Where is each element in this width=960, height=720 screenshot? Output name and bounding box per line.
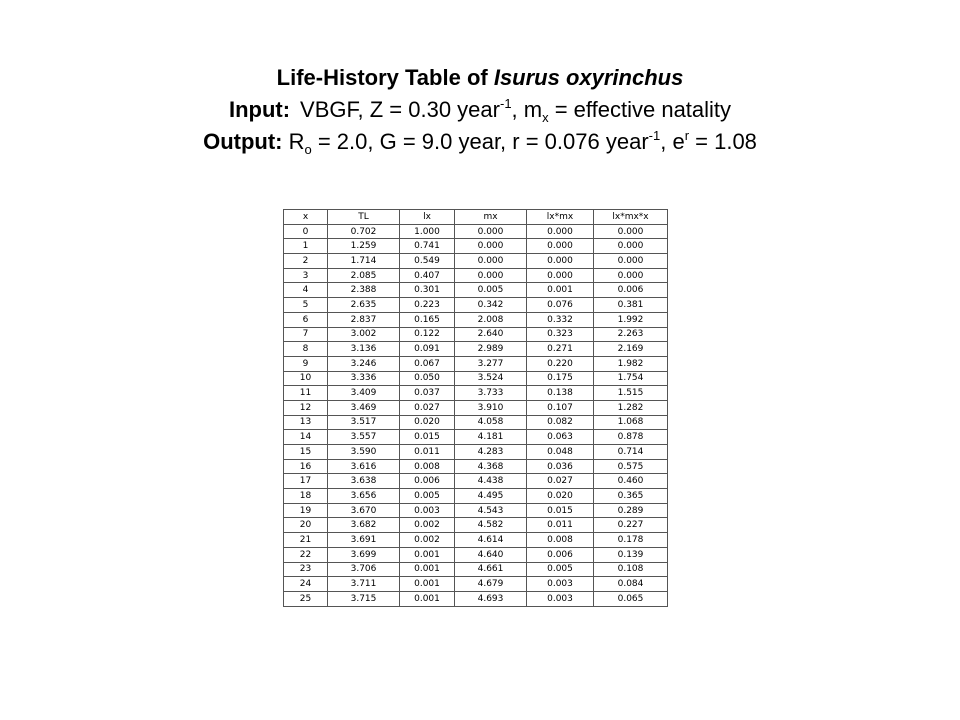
table-cell: 0.005 <box>400 489 455 504</box>
table-cell: 3.524 <box>455 371 527 386</box>
table-cell: 0.050 <box>400 371 455 386</box>
table-cell: 15 <box>284 445 328 460</box>
table-cell: 3.469 <box>328 400 400 415</box>
table-cell: 4.495 <box>455 489 527 504</box>
output-sup-b: -1 <box>648 128 661 143</box>
column-header: x <box>284 210 328 225</box>
table-cell: 2.388 <box>328 283 400 298</box>
table-cell: 0.381 <box>594 298 668 313</box>
table-cell: 0.000 <box>455 224 527 239</box>
table-row <box>284 415 668 430</box>
table-cell: 0.332 <box>527 312 594 327</box>
table-cell: 0.289 <box>594 503 668 518</box>
table-cell: 0.702 <box>328 224 400 239</box>
table-cell: 6 <box>284 312 328 327</box>
table-cell: 4.614 <box>455 533 527 548</box>
title-line-input <box>0 94 960 126</box>
table-cell: 5 <box>284 298 328 313</box>
table-cell: 4.582 <box>455 518 527 533</box>
table-cell: 3.733 <box>455 386 527 401</box>
table-cell: 0.003 <box>527 577 594 592</box>
table-cell: 0.015 <box>400 430 455 445</box>
table-cell: 0.878 <box>594 430 668 445</box>
table-cell: 0.000 <box>527 224 594 239</box>
output-text-a: R <box>282 129 305 154</box>
table-cell: 0.000 <box>527 254 594 269</box>
species-name: Isurus oxyrinchus <box>493 65 684 90</box>
table-cell: 4.368 <box>455 459 527 474</box>
table-cell: 2.263 <box>594 327 668 342</box>
column-header: lx*mx <box>527 210 594 225</box>
title-prefix: Life-History Table of <box>276 65 494 90</box>
table-cell: 0.006 <box>527 547 594 562</box>
table-cell: 0.036 <box>527 459 594 474</box>
table-cell: 0.001 <box>527 283 594 298</box>
table-cell: 1.714 <box>328 254 400 269</box>
table-cell: 2.635 <box>328 298 400 313</box>
table-cell: 0.002 <box>400 533 455 548</box>
table-cell: 4.058 <box>455 415 527 430</box>
table-cell: 19 <box>284 503 328 518</box>
output-label: Output: <box>203 129 283 154</box>
table-row <box>284 298 668 313</box>
table-row <box>284 239 668 254</box>
table-cell: 1.754 <box>594 371 668 386</box>
title-line-output <box>0 126 960 158</box>
table-cell: 0.065 <box>594 591 668 606</box>
table-cell: 0.407 <box>400 268 455 283</box>
table-cell: 4.181 <box>455 430 527 445</box>
table-cell: 1.982 <box>594 356 668 371</box>
table-cell: 0.076 <box>527 298 594 313</box>
table-cell: 14 <box>284 430 328 445</box>
table-cell: 3.136 <box>328 342 400 357</box>
table-cell: 0.000 <box>527 268 594 283</box>
table-cell: 0.122 <box>400 327 455 342</box>
table-cell: 3.691 <box>328 533 400 548</box>
table-cell: 0.001 <box>400 591 455 606</box>
table-cell: 1.259 <box>328 239 400 254</box>
table-cell: 0.165 <box>400 312 455 327</box>
table-cell: 3.699 <box>328 547 400 562</box>
table-cell: 0.063 <box>527 430 594 445</box>
table-cell: 4.640 <box>455 547 527 562</box>
table-cell: 0.091 <box>400 342 455 357</box>
table-cell: 17 <box>284 474 328 489</box>
table-cell: 4.693 <box>455 591 527 606</box>
table-row <box>284 459 668 474</box>
table-cell: 4 <box>284 283 328 298</box>
table-cell: 3.910 <box>455 400 527 415</box>
output-sub-a: o <box>304 142 312 157</box>
table-cell: 0.011 <box>400 445 455 460</box>
table-cell: 9 <box>284 356 328 371</box>
table-row <box>284 356 668 371</box>
table-cell: 3.517 <box>328 415 400 430</box>
table-cell: 0.003 <box>400 503 455 518</box>
column-header: lx <box>400 210 455 225</box>
table-cell: 4.438 <box>455 474 527 489</box>
table-cell: 0.027 <box>527 474 594 489</box>
table-cell: 0.365 <box>594 489 668 504</box>
table-cell: 3.656 <box>328 489 400 504</box>
table-cell: 1.068 <box>594 415 668 430</box>
table-cell: 0.082 <box>527 415 594 430</box>
output-text-d: = 1.08 <box>689 129 757 154</box>
table-cell: 0.323 <box>527 327 594 342</box>
table-cell: 0.037 <box>400 386 455 401</box>
table-row <box>284 518 668 533</box>
table-cell: 4.661 <box>455 562 527 577</box>
table-row <box>284 445 668 460</box>
table-cell: 0.006 <box>400 474 455 489</box>
table-cell: 0.005 <box>455 283 527 298</box>
table-cell: 0.227 <box>594 518 668 533</box>
table-cell: 0.000 <box>594 224 668 239</box>
life-history-table <box>283 209 668 607</box>
table-cell: 18 <box>284 489 328 504</box>
table-row <box>284 489 668 504</box>
table-row <box>284 503 668 518</box>
table-cell: 1 <box>284 239 328 254</box>
table-cell: 3.638 <box>328 474 400 489</box>
table-cell: 0.741 <box>400 239 455 254</box>
title-line-1 <box>0 62 960 94</box>
output-text-c: , e <box>660 129 685 154</box>
table-cell: 0.000 <box>455 239 527 254</box>
table-cell: 3.715 <box>328 591 400 606</box>
table-cell: 0.001 <box>400 562 455 577</box>
table-cell: 24 <box>284 577 328 592</box>
table-cell: 3.409 <box>328 386 400 401</box>
table-cell: 3.557 <box>328 430 400 445</box>
table-cell: 0.027 <box>400 400 455 415</box>
input-text-a: VBGF, Z = 0.30 year <box>300 97 500 122</box>
table-cell: 3.246 <box>328 356 400 371</box>
table-cell: 0.006 <box>594 283 668 298</box>
table-cell: 3.711 <box>328 577 400 592</box>
table-cell: 0.048 <box>527 445 594 460</box>
table-cell: 0.008 <box>400 459 455 474</box>
table-cell: 0.178 <box>594 533 668 548</box>
table-cell: 10 <box>284 371 328 386</box>
input-label: Input: <box>228 97 291 122</box>
table-row <box>284 327 668 342</box>
table-row <box>284 591 668 606</box>
table-cell: 3.670 <box>328 503 400 518</box>
table-cell: 4.679 <box>455 577 527 592</box>
table-cell: 4.543 <box>455 503 527 518</box>
table-row <box>284 386 668 401</box>
table-cell: 2 <box>284 254 328 269</box>
input-text-c: = effective natality <box>548 97 732 122</box>
table-row <box>284 268 668 283</box>
table-cell: 2.169 <box>594 342 668 357</box>
table-cell: 3.002 <box>328 327 400 342</box>
table-cell: 0.107 <box>527 400 594 415</box>
table-row <box>284 577 668 592</box>
table-cell: 2.640 <box>455 327 527 342</box>
column-header: lx*mx*x <box>594 210 668 225</box>
table-cell: 20 <box>284 518 328 533</box>
table-cell: 8 <box>284 342 328 357</box>
table-cell: 0.000 <box>527 239 594 254</box>
table-cell: 0.020 <box>400 415 455 430</box>
output-sup-c: r <box>684 128 690 143</box>
table-row <box>284 547 668 562</box>
table-cell: 3.336 <box>328 371 400 386</box>
table-row <box>284 474 668 489</box>
table-cell: 21 <box>284 533 328 548</box>
table-row <box>284 283 668 298</box>
table-row <box>284 562 668 577</box>
table-row <box>284 371 668 386</box>
column-header: mx <box>455 210 527 225</box>
table-cell: 2.008 <box>455 312 527 327</box>
table-cell: 1.992 <box>594 312 668 327</box>
table-cell: 0.108 <box>594 562 668 577</box>
table-cell: 0.001 <box>400 547 455 562</box>
table-cell: 22 <box>284 547 328 562</box>
table-cell: 3.616 <box>328 459 400 474</box>
table-cell: 0.003 <box>527 591 594 606</box>
table-cell: 0.549 <box>400 254 455 269</box>
table-cell: 4.283 <box>455 445 527 460</box>
table-cell: 3.277 <box>455 356 527 371</box>
table-cell: 2.085 <box>328 268 400 283</box>
table-cell: 7 <box>284 327 328 342</box>
table-row <box>284 430 668 445</box>
slide-title <box>0 62 960 158</box>
table-cell: 0.175 <box>527 371 594 386</box>
table-cell: 0.000 <box>455 254 527 269</box>
table-cell: 1.515 <box>594 386 668 401</box>
table-cell: 12 <box>284 400 328 415</box>
table-cell: 0.005 <box>527 562 594 577</box>
table-cell: 16 <box>284 459 328 474</box>
table-cell: 0.084 <box>594 577 668 592</box>
table-body <box>284 224 668 606</box>
input-sub-b: x <box>542 110 549 125</box>
table-header-row <box>284 210 668 225</box>
table-cell: 1.282 <box>594 400 668 415</box>
table-cell: 0.008 <box>527 533 594 548</box>
table-cell: 0.020 <box>527 489 594 504</box>
column-header: TL <box>328 210 400 225</box>
input-text-b: , m <box>511 97 543 122</box>
table-cell: 0.138 <box>527 386 594 401</box>
table-cell: 0.342 <box>455 298 527 313</box>
table-row <box>284 400 668 415</box>
table-cell: 0.223 <box>400 298 455 313</box>
table-cell: 0.002 <box>400 518 455 533</box>
table-cell: 23 <box>284 562 328 577</box>
table-cell: 0.271 <box>527 342 594 357</box>
table-cell: 0.011 <box>527 518 594 533</box>
table-cell: 3.682 <box>328 518 400 533</box>
table-row <box>284 342 668 357</box>
table-cell: 0.067 <box>400 356 455 371</box>
table-cell: 0.015 <box>527 503 594 518</box>
table-cell: 25 <box>284 591 328 606</box>
table-cell: 0 <box>284 224 328 239</box>
table-cell: 0.460 <box>594 474 668 489</box>
table-cell: 3 <box>284 268 328 283</box>
table-row <box>284 254 668 269</box>
table-cell: 0.714 <box>594 445 668 460</box>
table-cell: 0.575 <box>594 459 668 474</box>
table-row <box>284 312 668 327</box>
table-cell: 0.139 <box>594 547 668 562</box>
table-cell: 3.590 <box>328 445 400 460</box>
table-cell: 1.000 <box>400 224 455 239</box>
table-cell: 0.000 <box>594 254 668 269</box>
table-row <box>284 533 668 548</box>
table-cell: 2.837 <box>328 312 400 327</box>
table-cell: 0.220 <box>527 356 594 371</box>
table-cell: 0.000 <box>455 268 527 283</box>
table-cell: 2.989 <box>455 342 527 357</box>
table-cell: 13 <box>284 415 328 430</box>
table-cell: 0.000 <box>594 268 668 283</box>
table-cell: 11 <box>284 386 328 401</box>
table-cell: 0.001 <box>400 577 455 592</box>
input-sup-a: -1 <box>499 96 512 111</box>
table-cell: 3.706 <box>328 562 400 577</box>
table-row <box>284 224 668 239</box>
output-text-b: = 2.0, G = 9.0 year, r = 0.076 year <box>311 129 649 154</box>
table-cell: 0.000 <box>594 239 668 254</box>
table-cell: 0.301 <box>400 283 455 298</box>
